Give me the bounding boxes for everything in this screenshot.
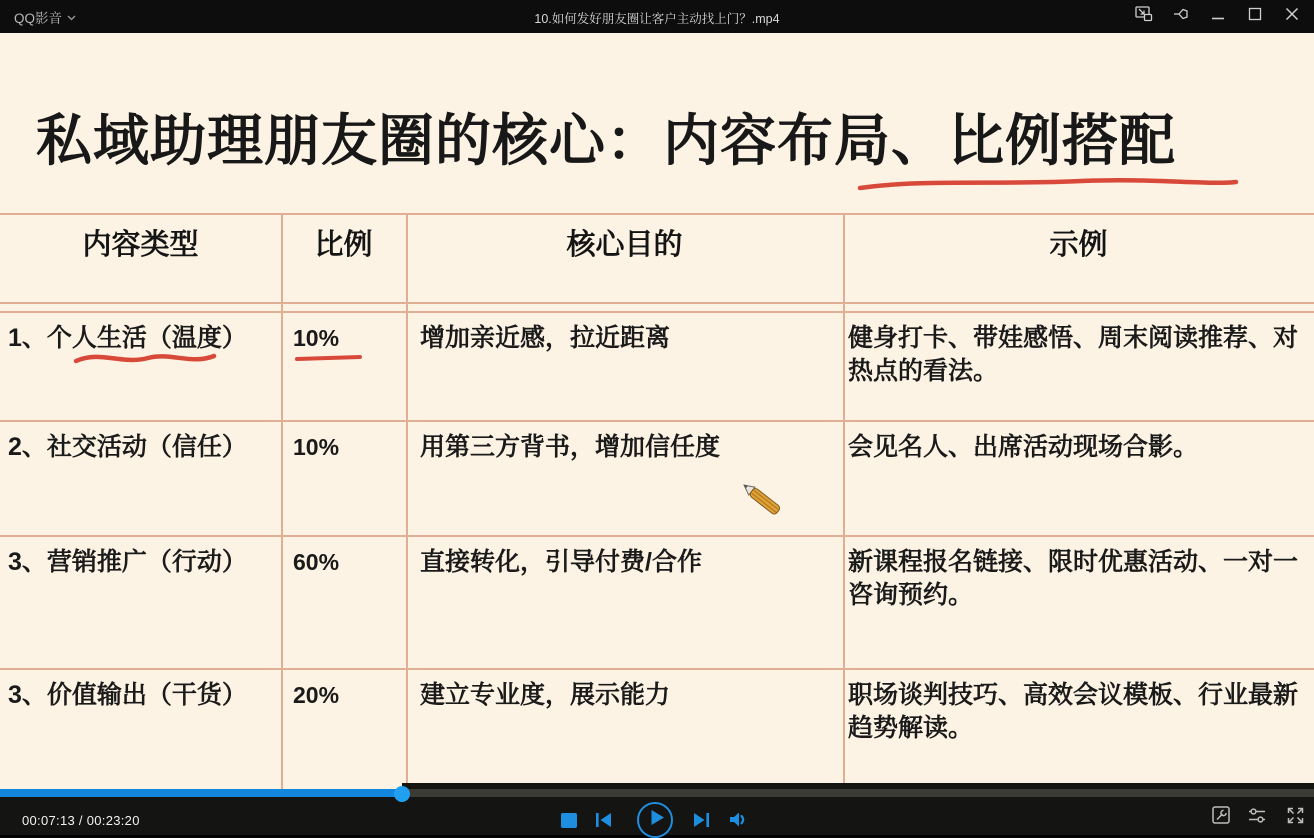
control-bar	[0, 797, 1314, 835]
table-cell-type: 1、个人生活（温度）	[8, 324, 247, 352]
table-cell-purpose: 增加亲近感，拉近距离	[420, 324, 671, 352]
pin-button[interactable]	[1162, 0, 1199, 33]
close-button[interactable]	[1273, 0, 1310, 33]
settings-sliders-icon	[1248, 806, 1267, 830]
play-button[interactable]	[637, 802, 673, 838]
pin-icon	[1172, 5, 1190, 28]
table-column-line	[406, 213, 408, 790]
titlebar	[0, 0, 1314, 33]
table-header-ratio: 比例	[314, 229, 373, 261]
table-cell-example: 职场谈判技巧、高效会议模板、行业最新趋势解读。	[848, 681, 1299, 742]
table-cell-ratio: 10%	[293, 434, 340, 460]
minimize-icon	[1211, 7, 1225, 26]
toolbox-button[interactable]	[1211, 808, 1231, 828]
table-cell-ratio: 60%	[293, 549, 340, 575]
play-icon	[640, 802, 671, 838]
seekbar-knob[interactable]	[394, 786, 410, 802]
table-cell-purpose: 直接转化，引导付费/合作	[420, 548, 702, 576]
table-cell-purpose: 用第三方背书，增加信任度	[420, 433, 721, 461]
next-icon	[692, 811, 710, 834]
table-row-line	[0, 420, 1314, 422]
volume-button[interactable]	[729, 811, 749, 834]
time-display: 00:07:13 / 00:23:20	[22, 813, 140, 828]
fullscreen-icon	[1286, 806, 1305, 830]
table-cell-example: 新课程报名链接、限时优惠活动、一对一咨询预约。	[848, 548, 1299, 609]
red-underline-row1-type	[70, 347, 220, 371]
chevron-down-icon	[67, 9, 76, 24]
seekbar-track[interactable]	[402, 783, 1314, 798]
app-name: QQ影音	[14, 10, 63, 26]
toolbox-icon	[1212, 806, 1231, 830]
previous-icon	[595, 811, 613, 834]
table-row-line	[0, 302, 1314, 304]
settings-sliders-button[interactable]	[1247, 808, 1267, 828]
table-row-line	[0, 668, 1314, 670]
table-header-example: 示例	[1049, 229, 1108, 261]
video-canvas[interactable]	[0, 33, 1314, 790]
seekbar-track-remaining	[402, 789, 1314, 797]
app-menu-button[interactable]	[14, 0, 76, 33]
table-cell-purpose: 建立专业度，展示能力	[420, 681, 671, 709]
table-cell-example: 健身打卡、带娃感悟、周末阅读推荐、对热点的看法。	[848, 324, 1299, 385]
maximize-button[interactable]	[1236, 0, 1273, 33]
table-header-purpose: 核心目的	[566, 229, 683, 261]
maximize-icon	[1248, 7, 1262, 26]
volume-icon	[729, 811, 749, 834]
slide-heading: 私域助理朋友圈的核心：内容布局、比例搭配	[36, 109, 1176, 172]
window-buttons	[1125, 0, 1310, 33]
pencil-cursor-icon	[733, 474, 793, 522]
minimize-button[interactable]	[1199, 0, 1236, 33]
next-button[interactable]	[692, 811, 710, 834]
seekbar-progress-fill[interactable]	[0, 789, 402, 797]
fullscreen-button[interactable]	[1285, 808, 1305, 828]
close-icon	[1285, 7, 1299, 26]
stop-button[interactable]	[561, 813, 577, 828]
mini-window-button[interactable]	[1125, 0, 1162, 33]
table-row-line	[0, 311, 1314, 313]
mini-window-icon	[1135, 6, 1153, 27]
window-title: 10.如何发好朋友圈让客户主动找上门？.mp4	[534, 12, 780, 26]
table-header-content-type: 内容类型	[82, 229, 199, 261]
table-cell-type: 3、营销推广（行动）	[8, 548, 247, 576]
table-column-line	[281, 213, 283, 790]
table-cell-ratio: 10%	[293, 325, 340, 351]
table-cell-example: 会见名人、出席活动现场合影。	[848, 433, 1199, 461]
table-column-line	[843, 213, 845, 790]
previous-button[interactable]	[595, 811, 613, 834]
red-underline-row1-ratio	[294, 352, 366, 364]
table-row-line	[0, 213, 1314, 215]
table-cell-type: 2、社交活动（信任）	[8, 433, 247, 461]
table-cell-type: 3、价值输出（干货）	[8, 681, 247, 709]
table-row-line	[0, 535, 1314, 537]
table-cell-ratio: 20%	[293, 682, 340, 708]
red-underline-heading	[852, 173, 1244, 199]
